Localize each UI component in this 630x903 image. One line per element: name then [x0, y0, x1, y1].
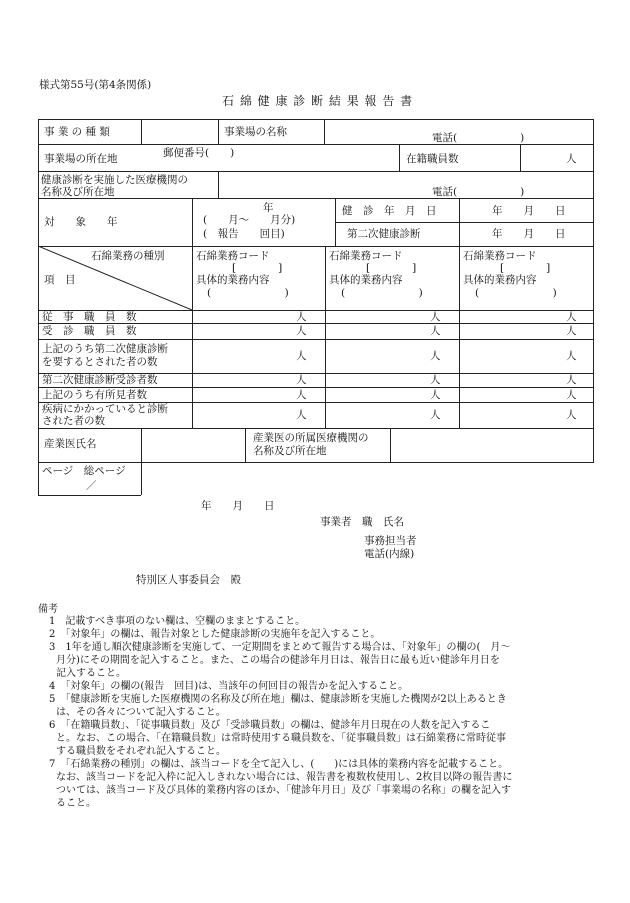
exam-date-label: 健 診 年 月 日 [342, 205, 437, 217]
note-line: 月分)にその期間を記入すること。また、この場合の健診年月日は、報告日に最も近い健診年月日を [56, 655, 500, 666]
note-line: 5 「健康診断を実施した医療機関の名称及び所在地」欄は、健康診断を実施した機関が2以上あるとき [49, 694, 507, 705]
note-line: と。なお、この場合、「在籍職員数」は常時使用する職員数を、「従事職員数」は石綿業務に常時従事 [56, 733, 506, 744]
unit-r2c3: 人 [566, 325, 577, 337]
note-line: 1 記載すべき事項のない欄は、空欄のままとすること。 [49, 616, 306, 627]
unit-r6c2: 人 [430, 409, 441, 421]
workplace-address-label: 事業場の所在地 [44, 153, 118, 165]
row-label-diseased-line2: された者の数 [42, 415, 105, 427]
enrolled-staff-label: 在籍職員数 [406, 153, 459, 165]
page-slash: ／ [86, 480, 97, 492]
unit-r3c1: 人 [296, 350, 307, 362]
target-year-months: ( 月～ 月分) [203, 214, 296, 226]
employer-name: 事業者 職 氏名 [320, 516, 404, 528]
second-exam-date: 年 月 日 [492, 228, 566, 240]
detail-label-col1: 具体的業務内容 [196, 274, 270, 286]
code-label-col3: 石綿業務コード [463, 250, 537, 262]
row-label-employed: 従 事 職 員 数 [42, 311, 137, 323]
code-brackets-col1: [ ] [232, 262, 283, 274]
note-line: 2 「対象年」の欄は、報告対象とした健康診断の実施年を記入すること。 [49, 629, 381, 640]
form-title: 石 綿 健 康 診 断 結 果 報 告 書 [222, 94, 414, 108]
unit-r2c2: 人 [430, 325, 441, 337]
unit-r3c2: 人 [430, 350, 441, 362]
enrolled-unit: 人 [566, 153, 577, 165]
detail-label-col3: 具体的業務内容 [463, 274, 537, 286]
workplace-name-label: 事業場の名称 [224, 126, 287, 138]
doctor-name-label: 産業医氏名 [44, 438, 97, 450]
note-line: 7 「石綿業務の種別」の欄は、該当コードを全て記入し、( )には具体的業務内容を記載すること。 [49, 759, 509, 770]
institution-phone: 電話( ) [432, 186, 525, 198]
unit-r3c3: 人 [566, 350, 577, 362]
doctor-inst-label-line2: 名称及び所在地 [253, 445, 327, 457]
workplace-phone: 電話( ) [432, 132, 525, 144]
row-label-examined: 受 診 職 員 数 [42, 325, 137, 337]
code-brackets-col2: [ ] [366, 262, 417, 274]
row-label-second-required: 上記のうち第二次健康診断 [42, 343, 168, 355]
unit-r5c1: 人 [296, 389, 307, 401]
unit-r4c3: 人 [566, 374, 577, 386]
asbestos-type-label: 石綿業務の種別 [91, 250, 165, 262]
note-line: 3 1年を通し順次健康診断を実施して、一定期間をまとめて報告する場合は、「対象年」の欄の( 月～ [49, 642, 511, 653]
note-line: ついては、該当コード及び具体的業務内容のほか、「健診年月日」及び「事業場の名称」の欄を記入す [56, 785, 511, 796]
unit-r5c2: 人 [430, 389, 441, 401]
institution-label: 健康診断を実施した医療機関の [41, 174, 188, 186]
unit-r1c1: 人 [296, 311, 307, 323]
exam-date-value: 年 月 日 [492, 205, 566, 217]
unit-r5c3: 人 [566, 389, 577, 401]
detail-label-col2: 具体的業務内容 [329, 274, 403, 286]
code-label-col2: 石綿業務コード [329, 250, 403, 262]
row-label-diseased: 疾病にかかっていると診断 [42, 403, 168, 415]
page-count-label: ページ 総ページ [42, 465, 126, 477]
unit-r2c1: 人 [296, 325, 307, 337]
unit-r4c2: 人 [430, 374, 441, 386]
note-line: なお、該当コードを記入枠に記入しきれない場合には、報告書を複数枚使用し、2枚目以降の報告書に [56, 772, 513, 783]
target-year-report: ( 報告 回目) [203, 228, 285, 240]
item-label: 項 目 [44, 274, 76, 286]
report-date: 年 月 日 [201, 500, 275, 512]
second-exam-label: 第二次健康診断 [347, 228, 421, 240]
staff-phone: 電話(内線) [364, 548, 415, 560]
note-line: する職員数をそれぞれ記入すること。 [56, 746, 226, 757]
row-label-second-examined: 第二次健康診断受診者数 [42, 374, 158, 386]
row-label-second-required-line2: を要するとされた者の数 [42, 356, 158, 368]
note-line: ること。 [56, 798, 96, 809]
postal-code-label: 郵便番号( ) [163, 147, 235, 159]
target-year-label: 対 象 年 [44, 216, 118, 228]
row-label-findings: 上記のうち有所見者数 [42, 389, 147, 401]
note-line: 4 「対象年」の欄の(報告 回目)は、当該年の何回目の報告かを記入すること。 [49, 681, 409, 692]
addressee: 特別区人事委員会 殿 [136, 574, 241, 586]
unit-r6c1: 人 [296, 409, 307, 421]
notes-heading: 備考 [38, 604, 58, 615]
unit-r1c3: 人 [566, 311, 577, 323]
business-type-label: 事 業 の 種 類 [44, 126, 110, 138]
detail-parens-col3: ( ) [475, 287, 557, 299]
institution-label-line2: 名称及び所在地 [41, 186, 115, 198]
unit-r6c3: 人 [566, 409, 577, 421]
note-line: 6 「在籍職員数」、「従事職員数」及び「受診職員数」の欄は、健診年月日現在の人数を記入するこ [49, 720, 491, 731]
code-label-col1: 石綿業務コード [196, 250, 270, 262]
detail-parens-col2: ( ) [341, 287, 423, 299]
form-number: 様式第55号(第4条関係) [39, 79, 152, 91]
staff-label: 事務担当者 [364, 535, 417, 547]
unit-r4c1: 人 [296, 374, 307, 386]
unit-r1c2: 人 [430, 311, 441, 323]
code-brackets-col3: [ ] [500, 262, 551, 274]
note-line: 記入すること。 [56, 668, 126, 679]
doctor-inst-label: 産業医の所属医療機関の [253, 432, 369, 444]
target-year-year: 年 [263, 202, 274, 214]
note-line: は、その各々について記入すること。 [56, 707, 226, 718]
detail-parens-col1: ( ) [207, 287, 289, 299]
